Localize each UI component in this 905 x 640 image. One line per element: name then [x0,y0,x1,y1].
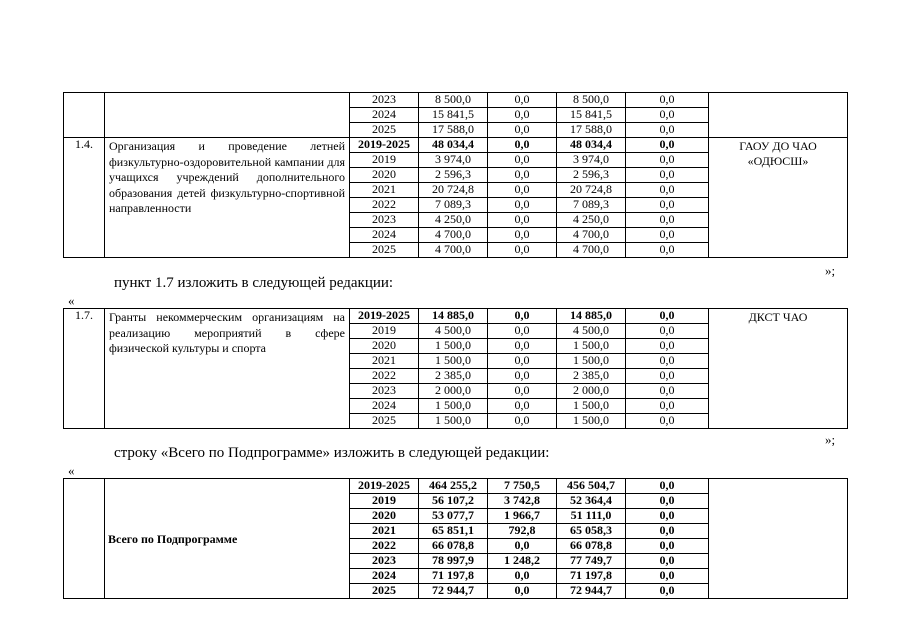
cell-regional: 51 111,0 [557,509,626,524]
opening-quote: « [68,463,75,478]
cell-fed: 1 966,7 [488,509,557,524]
table-1-body [64,93,848,258]
cell-regional: 15 841,5 [557,108,626,123]
cell-regional: 3 974,0 [557,153,626,168]
cell-regional: 4 700,0 [557,228,626,243]
cell-regional: 7 089,3 [557,198,626,213]
item-number: 1.4. [64,138,105,258]
paragraph-instruction: строку «Всего по Подпрограмме» изложить в следующей редакции: [114,445,550,461]
cell-total: 7 089,3 [419,198,488,213]
cell-fed: 0,0 [488,243,557,258]
cell-fed: 0,0 [488,354,557,369]
table-3-body [64,479,848,599]
cell-fed: 0,0 [488,399,557,414]
cell-regional: 52 364,4 [557,494,626,509]
cell-year: 2025 [350,123,419,138]
cell-local: 0,0 [626,554,709,569]
cell-fed: 0,0 [488,539,557,554]
cell-total: 78 997,9 [419,554,488,569]
item-description: Организация и проведение летней физкультурно-оздоровительной кампании для учащихся учреждений дополнительного образования детей физкультурно-спортивной направленности [105,138,350,258]
cell-fed: 0,0 [488,369,557,384]
cell-total: 4 250,0 [419,213,488,228]
cell-regional: 71 197,8 [557,569,626,584]
cell-year: 2019 [350,324,419,339]
cell-local: 0,0 [626,569,709,584]
cell-total: 3 974,0 [419,153,488,168]
cell-total: 1 500,0 [419,399,488,414]
table-row [64,93,848,108]
cell-fed: 0,0 [488,228,557,243]
closing-quote: »; [825,263,836,278]
cell-fed: 0,0 [488,198,557,213]
cell-regional: 4 700,0 [557,243,626,258]
cell-year: 2021 [350,524,419,539]
cell-local: 0,0 [626,138,709,153]
cell-fed: 0,0 [488,183,557,198]
cell-total: 8 500,0 [419,93,488,108]
cell-org-empty [709,479,848,599]
cell-fed: 0,0 [488,153,557,168]
cell-local: 0,0 [626,414,709,429]
cell-total: 1 500,0 [419,414,488,429]
item-organization: ГАОУ ДО ЧАО «ОДЮСШ» [709,138,848,258]
cell-year: 2025 [350,584,419,599]
cell-regional: 4 500,0 [557,324,626,339]
cell-local: 0,0 [626,339,709,354]
cell-regional: 66 078,8 [557,539,626,554]
cell-local: 0,0 [626,369,709,384]
cell-local: 0,0 [626,324,709,339]
cell-year: 2021 [350,354,419,369]
cell-local: 0,0 [626,243,709,258]
cell-year: 2020 [350,509,419,524]
cell-year: 2023 [350,93,419,108]
cell-desc-empty [105,93,350,138]
cell-total: 66 078,8 [419,539,488,554]
cell-local: 0,0 [626,153,709,168]
cell-year: 2024 [350,108,419,123]
table-row [64,138,848,153]
cell-year: 2019 [350,494,419,509]
cell-fed: 0,0 [488,584,557,599]
table-row [64,479,848,494]
cell-total: 20 724,8 [419,183,488,198]
cell-local: 0,0 [626,384,709,399]
cell-fed: 0,0 [488,213,557,228]
cell-local: 0,0 [626,479,709,494]
cell-year: 2024 [350,399,419,414]
cell-regional: 1 500,0 [557,414,626,429]
cell-total: 71 197,8 [419,569,488,584]
paragraph-instruction: пункт 1.7 изложить в следующей редакции: [114,275,394,291]
item-organization: ДКСТ ЧАО [709,309,848,429]
cell-regional: 2 385,0 [557,369,626,384]
cell-total: 4 500,0 [419,324,488,339]
cell-local: 0,0 [626,309,709,324]
cell-year: 2019-2025 [350,309,419,324]
cell-fed: 0,0 [488,384,557,399]
cell-fed: 0,0 [488,414,557,429]
table-row [64,309,848,324]
cell-fed: 0,0 [488,108,557,123]
cell-total: 72 944,7 [419,584,488,599]
cell-local: 0,0 [626,354,709,369]
cell-fed: 1 248,2 [488,554,557,569]
item-description: Гранты некоммерческим организациям на реализацию мероприятий в сфере физической культуры и спорта [105,309,350,429]
cell-total: 1 500,0 [419,339,488,354]
cell-local: 0,0 [626,524,709,539]
cell-regional: 2 596,3 [557,168,626,183]
cell-fed: 0,0 [488,339,557,354]
cell-regional: 77 749,7 [557,554,626,569]
cell-total: 4 700,0 [419,228,488,243]
cell-fed: 0,0 [488,123,557,138]
cell-total: 2 000,0 [419,384,488,399]
cell-year: 2025 [350,414,419,429]
cell-regional: 4 250,0 [557,213,626,228]
cell-org-empty [709,93,848,138]
cell-local: 0,0 [626,494,709,509]
cell-num-empty [64,479,105,599]
cell-fed: 0,0 [488,569,557,584]
cell-regional: 72 944,7 [557,584,626,599]
cell-year: 2019-2025 [350,479,419,494]
cell-regional: 20 724,8 [557,183,626,198]
cell-local: 0,0 [626,509,709,524]
cell-local: 0,0 [626,213,709,228]
cell-regional: 1 500,0 [557,399,626,414]
cell-fed: 0,0 [488,324,557,339]
cell-year: 2020 [350,339,419,354]
cell-total: 4 700,0 [419,243,488,258]
table-2-body [64,309,848,429]
cell-year: 2023 [350,554,419,569]
cell-regional: 14 885,0 [557,309,626,324]
cell-local: 0,0 [626,539,709,554]
cell-year: 2023 [350,213,419,228]
cell-fed: 0,0 [488,309,557,324]
cell-total: 2 385,0 [419,369,488,384]
table-3 [63,478,848,599]
cell-total: 53 077,7 [419,509,488,524]
cell-total: 2 596,3 [419,168,488,183]
cell-regional: 1 500,0 [557,339,626,354]
cell-local: 0,0 [626,108,709,123]
cell-total: 17 588,0 [419,123,488,138]
cell-year: 2023 [350,384,419,399]
cell-year: 2019 [350,153,419,168]
cell-year: 2025 [350,243,419,258]
cell-fed: 0,0 [488,138,557,153]
cell-year: 2021 [350,183,419,198]
cell-regional: 2 000,0 [557,384,626,399]
cell-total: 1 500,0 [419,354,488,369]
cell-local: 0,0 [626,228,709,243]
cell-year: 2019-2025 [350,138,419,153]
cell-year: 2020 [350,168,419,183]
cell-regional: 8 500,0 [557,93,626,108]
cell-regional: 456 504,7 [557,479,626,494]
cell-local: 0,0 [626,198,709,213]
cell-num-empty [64,93,105,138]
cell-year: 2024 [350,569,419,584]
cell-year: 2022 [350,369,419,384]
cell-regional: 17 588,0 [557,123,626,138]
cell-fed: 3 742,8 [488,494,557,509]
cell-year: 2022 [350,198,419,213]
item-number: 1.7. [64,309,105,429]
cell-total: 48 034,4 [419,138,488,153]
table-2 [63,308,848,429]
closing-quote: »; [825,432,836,447]
cell-local: 0,0 [626,93,709,108]
cell-local: 0,0 [626,183,709,198]
cell-local: 0,0 [626,584,709,599]
cell-local: 0,0 [626,399,709,414]
cell-fed: 0,0 [488,168,557,183]
cell-year: 2022 [350,539,419,554]
cell-fed: 792,8 [488,524,557,539]
cell-year: 2024 [350,228,419,243]
table-1 [63,92,848,258]
cell-fed: 0,0 [488,93,557,108]
cell-fed: 7 750,5 [488,479,557,494]
cell-regional: 65 058,3 [557,524,626,539]
cell-total: 15 841,5 [419,108,488,123]
opening-quote: « [68,293,75,308]
cell-regional: 48 034,4 [557,138,626,153]
cell-total: 464 255,2 [419,479,488,494]
cell-total: 14 885,0 [419,309,488,324]
cell-total: 65 851,1 [419,524,488,539]
cell-total: 56 107,2 [419,494,488,509]
cell-local: 0,0 [626,123,709,138]
total-label: Всего по Подпрограмме [105,479,350,599]
cell-local: 0,0 [626,168,709,183]
cell-regional: 1 500,0 [557,354,626,369]
